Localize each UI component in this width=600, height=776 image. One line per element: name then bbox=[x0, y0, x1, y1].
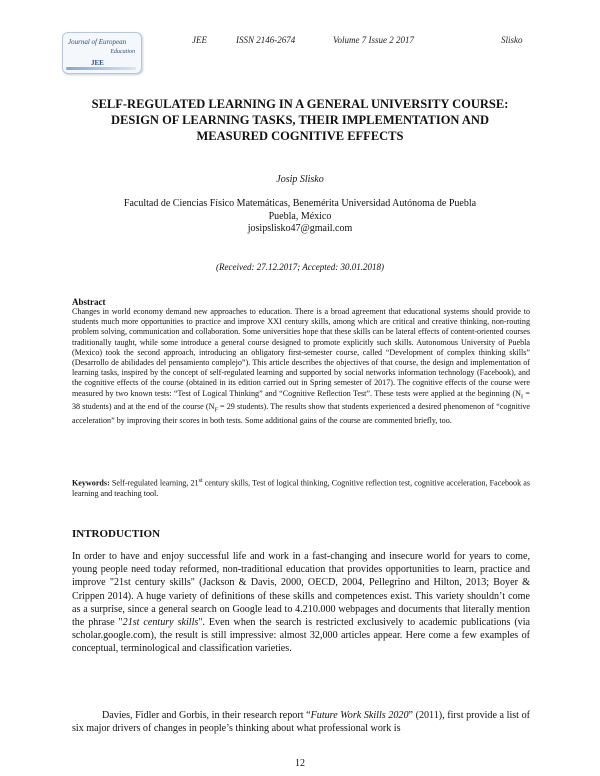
intro-p1-b: ". Even when the search is restricted exclusively to academic publications (via scholar.google.com), the result is still impressive: almost 32,000 articles appear. Here come a few examples of conceptual, terminological and classification varieties. bbox=[72, 617, 531, 655]
title-line-1: SELF-REGULATED LEARNING IN A GENERAL UNIVERSITY COURSE: bbox=[91, 97, 509, 111]
intro-p2-a: Davies, Fidler and Gorbis, in their research report “ bbox=[102, 710, 311, 721]
header-volume: Volume 7 Issue 2 2017 bbox=[333, 35, 414, 45]
affiliation-email: josipslisko47@gmail.com bbox=[247, 223, 353, 234]
title-line-3: MEASURED COGNITIVE EFFECTS bbox=[196, 129, 404, 143]
abstract-sub-i: I bbox=[521, 394, 524, 401]
keywords-label: Keywords: bbox=[72, 478, 110, 488]
logo-line-3: JEE bbox=[91, 59, 104, 67]
intro-p2-italic: Future Work Skills 2020 bbox=[310, 710, 409, 721]
header-issn: ISSN 2146-2674 bbox=[236, 35, 296, 45]
section-heading-introduction: INTRODUCTION bbox=[72, 528, 161, 540]
abstract-text bbox=[72, 307, 530, 426]
abstract-part-3: = 29 students). The results show that students experienced a desired phenomenon of “cognitive acceleration” by improving their scores in both tests. Some additional gains of the course are commented briefly, too. bbox=[72, 402, 530, 426]
keywords-part-1: Self-regulated learning, 21 bbox=[109, 478, 199, 488]
abstract-part-1: Changes in world economy demand new approaches to education. There is a broad agreement that educational systems should provide to students much more opportunities to practice and improve XXI century skills, among which are critical and creative thinking, non-routing problem solving, communication and collaboration. Some universities hope that these skills can be lateral effects of content-oriented courses traditionally taught, while some introduce a general course designed to promote explicitly such skills. Autonomous University of Puebla (Mexico) took the second approach, introducing an obligatory first-semester course, called “Development of complex thinking skills” (Desarrollo de abilidades del pensamiento complejo”). This article describes the objectives of that course, the design and implementation of learning tasks, inspired by the concept of self-regulated learning and supported by social networks information technology (Facebook), and the cognitive effects of the course (obtained in its edition carried out in Spring semester of 2017). The cognitive effects of the course were measured by two known tests: “Test of Logical Thinking” and “Cognitive Reflection Test”. These tests were applied at the beginning (N bbox=[72, 307, 530, 398]
paper-title bbox=[60, 96, 540, 144]
intro-paragraph-2 bbox=[72, 709, 530, 735]
affiliation-city: Puebla, México bbox=[268, 210, 332, 222]
keywords-sup: st bbox=[198, 478, 203, 484]
intro-paragraph-1 bbox=[72, 550, 530, 656]
journal-logo bbox=[62, 32, 142, 74]
header-journal: JEE bbox=[192, 35, 207, 45]
affiliation-faculty: Facultad de Ciencias Físico Matemáticas, Benemérita Universidad Autónoma de Puebla bbox=[123, 198, 477, 209]
abstract-part-2: = 38 students) and at the end of the course (N bbox=[72, 388, 530, 412]
intro-p2-b: ” (2011), first provide a list of six major drivers of changes in people’s thinking about what professional work is bbox=[72, 710, 530, 735]
author-name: Josip Slisko bbox=[276, 174, 324, 185]
intro-p1-a: In order to have and enjoy successful life and work in a fast-changing and insecure world for years to come, young people need today reformed, non-traditional education that provides opportunities to learn, practice and improve "21st century skills" (Jackson & Davis, 2000, OECD, 2004, Pellegrino and Hilton, 2013; Boyer & Crippen 2014). A huge variety of definitions of these skills and competences exist. This variety shouldn’t come as a surprise, since a general search on Google lead to 4.210.000 webpages and documents that literally mention the phrase " bbox=[72, 551, 530, 629]
page-number: 12 bbox=[295, 758, 305, 769]
received-accepted-dates: (Received: 27.12.2017; Accepted: 30.01.2018) bbox=[215, 262, 385, 272]
title-line-2: DESIGN OF LEARNING TASKS, THEIR IMPLEMENTATION AND bbox=[111, 113, 489, 127]
affiliation bbox=[0, 198, 600, 236]
intro-p1-italic: 21st century skills bbox=[122, 617, 199, 629]
logo-stripe bbox=[66, 67, 136, 70]
abstract-heading: Abstract bbox=[72, 297, 106, 307]
logo-line-2: Education bbox=[110, 49, 135, 55]
abstract-sub-f: F bbox=[214, 408, 218, 415]
keywords-part-2: century skills, Test of logical thinking, Cognitive reflection test, cognitive acceleration, Facebook as learning and teaching tool. bbox=[72, 478, 530, 498]
keywords bbox=[72, 476, 530, 499]
logo-line-1: Journal of European bbox=[68, 38, 127, 46]
header-author: Slisko bbox=[501, 35, 523, 45]
